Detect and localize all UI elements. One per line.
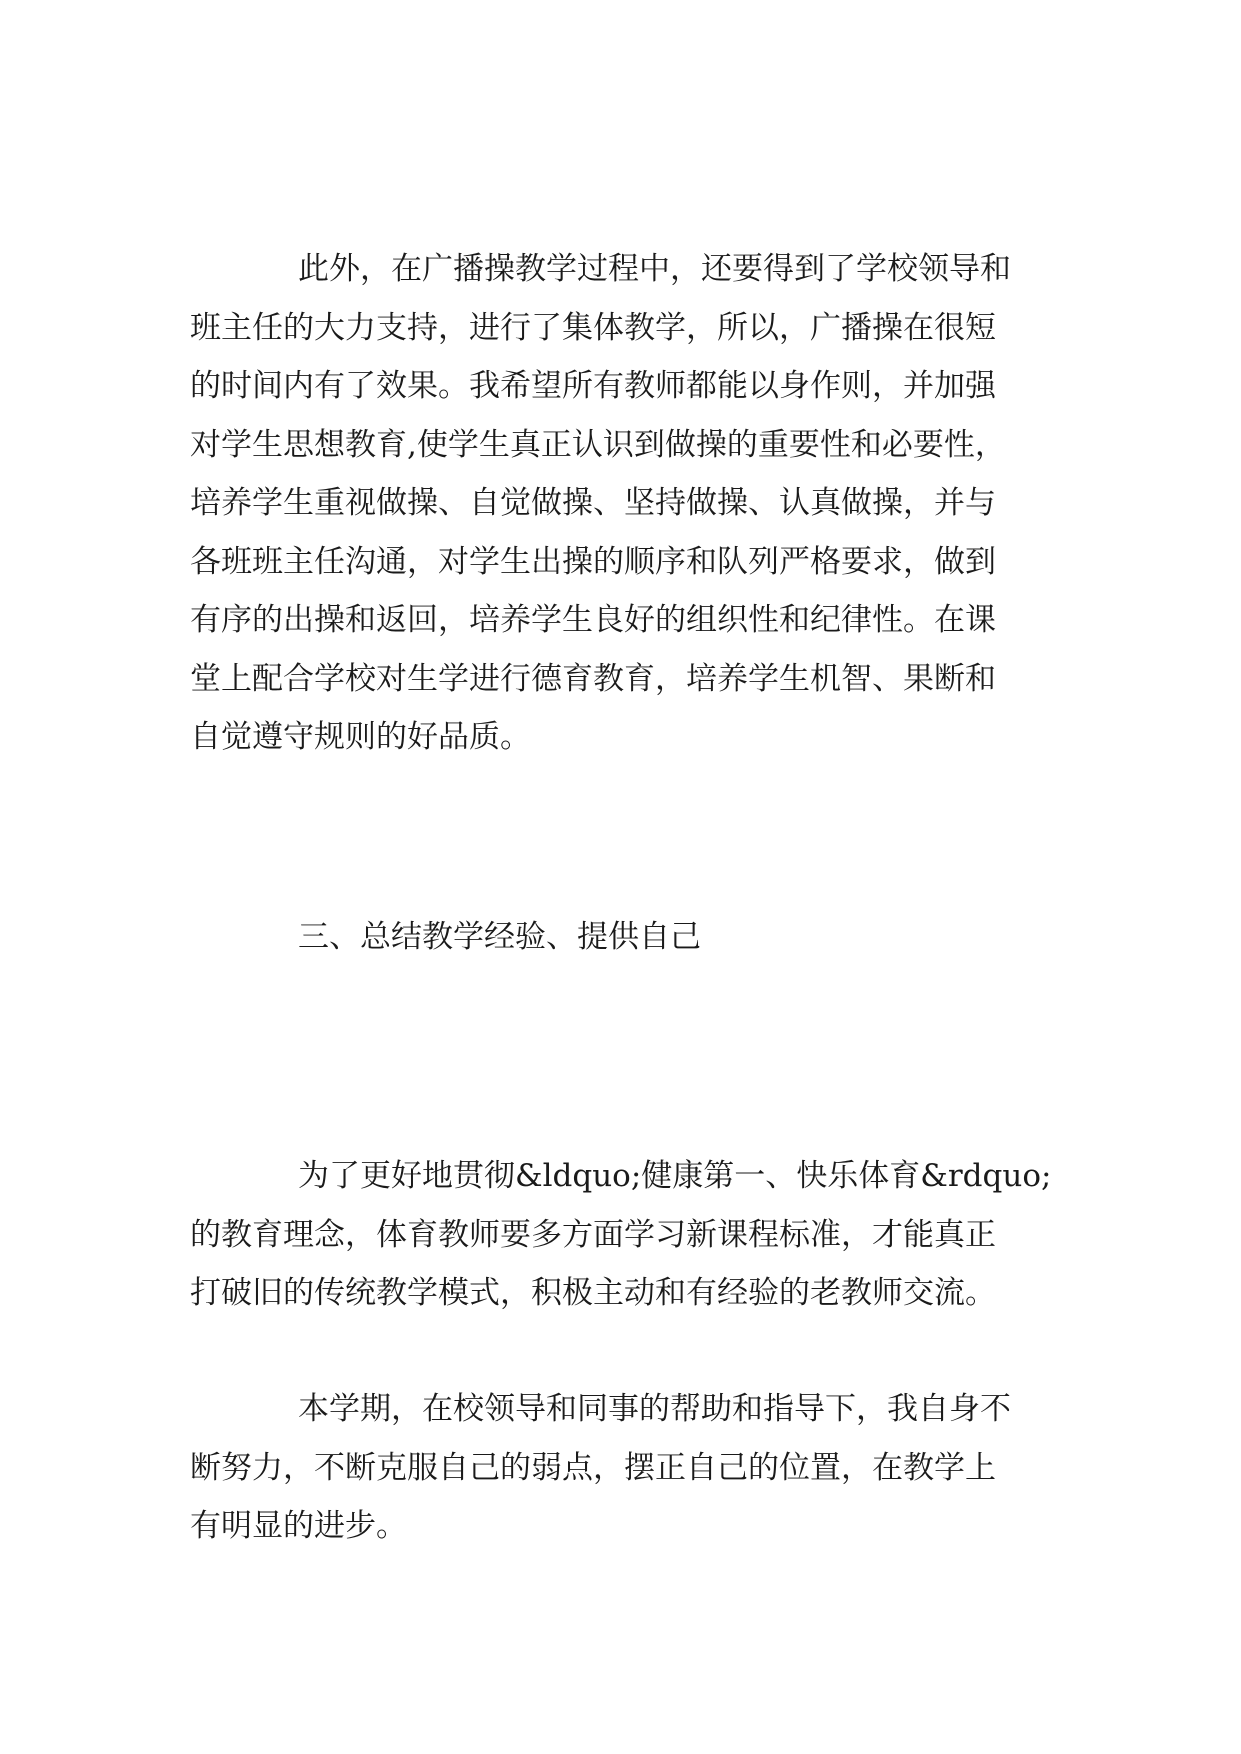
paragraph-line: 各班班主任沟通，对学生出操的顺序和队列严格要求，做到 <box>190 543 996 580</box>
paragraph-line: 自觉遵守规则的好品质。 <box>190 719 531 755</box>
paragraph-line: 打破旧的传统教学模式，积极主动和有经验的老教师交流。 <box>190 1275 996 1311</box>
paragraph-line: 断努力，不断克服自己的弱点，摆正自己的位置，在教学上 <box>190 1449 996 1486</box>
paragraph-line: 本学期，在校领导和同事的帮助和指导下，我自身不 <box>298 1391 1011 1427</box>
paragraph-line: 培养学生重视做操、自觉做操、坚持做操、认真做操，并与 <box>190 485 996 521</box>
paragraph-3 <box>190 1380 1070 1556</box>
paragraph-2 <box>190 1147 1070 1323</box>
paragraph-line: 的时间内有了效果。我希望所有教师都能以身作则，并加强 <box>190 368 996 404</box>
paragraph-line: 有序的出操和返回，培养学生良好的组织性和纪律性。在课 <box>190 602 996 638</box>
paragraph-line: 对学生思想教育,使学生真正认识到做操的重要性和必要性， <box>190 426 1006 463</box>
paragraph-1 <box>190 240 1070 767</box>
paragraph-line: 此外，在广播操教学过程中，还要得到了学校领导和 <box>298 251 1011 287</box>
section-heading-text: 三、总结教学经验、提供自己 <box>298 919 701 955</box>
paragraph-line: 为了更好地贯彻&ldquo;健康第一、快乐体育&rdquo; <box>298 1158 1052 1194</box>
paragraph-line: 班主任的大力支持，进行了集体教学，所以，广播操在很短 <box>190 309 996 346</box>
paragraph-line: 堂上配合学校对生学进行德育教育，培养学生机智、果断和 <box>190 660 996 697</box>
paragraph-line: 有明显的进步。 <box>190 1508 407 1544</box>
paragraph-line: 的教育理念，体育教师要多方面学习新课程标准，才能真正 <box>190 1216 996 1253</box>
section-heading <box>190 908 1070 967</box>
